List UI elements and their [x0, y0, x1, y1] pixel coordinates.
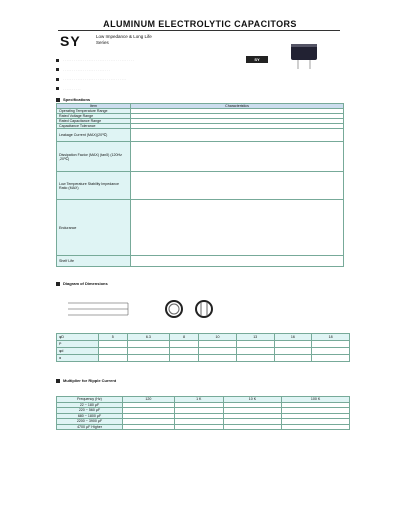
ripple-table: [56, 396, 350, 430]
section-specifications: Specifications: [56, 97, 90, 102]
series-badge: SY: [246, 56, 268, 63]
feature-bullet: · · · · · · · · · · · · · · · · · · · · · · · · · ·: [56, 66, 236, 76]
feature-bullet: · · · · · · · · · ·: [56, 85, 236, 95]
spec-row-label: Dissipation Factor (MAX) (tanδ) (120Hz ,20℃): [57, 142, 131, 172]
spec-row-label: Rated Voltage Range: [57, 114, 131, 119]
dim-header-cell: 5: [98, 334, 127, 341]
ripple-header-cell: 10 K: [223, 397, 281, 403]
feature-bullet: · · · · · · · · · · · · · · · · · · · · · · · · · · · · · · · · · · ·: [56, 75, 236, 85]
ripple-header-cell: 120: [123, 397, 175, 403]
dim-header-cell: 13: [236, 334, 274, 341]
spec-table: [56, 103, 344, 267]
spec-row-value: [131, 172, 344, 200]
series-description: [96, 34, 152, 46]
dim-header-cell: 6.3: [127, 334, 169, 341]
spec-row-label: Capacitance Tolerance: [57, 124, 131, 129]
dim-header-cell: 10: [199, 334, 237, 341]
dim-row-label: α: [57, 355, 99, 362]
ripple-row-label: 2200 ~ 3900 μF: [57, 419, 123, 425]
dim-row-label: P: [57, 341, 99, 348]
spec-row-label: Leakage Current (MAX)(20℃): [57, 129, 131, 142]
spec-header-characteristics: Characteristics: [131, 104, 344, 109]
spec-row-value: [131, 129, 344, 142]
dimension-table: [56, 333, 350, 362]
spec-row-label: Rated Capacitance Range: [57, 119, 131, 124]
spec-header-item: Item: [57, 104, 131, 109]
ripple-header-cell: 100 K: [282, 397, 350, 403]
page-title: ALUMINUM ELECTROLYTIC CAPACITORS: [103, 19, 297, 29]
dimension-diagram: [58, 289, 228, 329]
spec-row-label: Operating Temperature Range: [57, 109, 131, 114]
section-ripple: Multiplier for Ripple Current: [56, 378, 116, 383]
ripple-row-label: 680 ~ 1800 μF: [57, 413, 123, 419]
spec-row-value: [131, 200, 344, 256]
ripple-header-cell: Frequency (Hz): [57, 397, 123, 403]
dim-row-label: φd: [57, 348, 99, 355]
spec-row-label: Low Temperature Stability Impedance Ratio (MAX): [57, 172, 131, 200]
ripple-row-label: 22 ~ 180 μF: [57, 402, 123, 408]
feature-list: [56, 56, 236, 94]
dim-header-cell: 8: [169, 334, 198, 341]
ripple-row-label: 4700 μF Higher: [57, 424, 123, 430]
series-code: SY: [60, 33, 81, 49]
spec-row-label: Shelf Life: [57, 256, 131, 267]
feature-bullet: · · · · · · · · · · · · · · · · · · · · · · · · · · · · · · · · · · · · · · ·: [56, 56, 236, 66]
dim-header-cell: 18: [312, 334, 350, 341]
ripple-row-label: 220 ~ 560 μF: [57, 408, 123, 414]
section-diagram: Diagram of Dimensions: [56, 281, 108, 286]
dim-header-cell: φD: [57, 334, 99, 341]
series-line-1: Low Impedance & Long Life: [96, 34, 152, 39]
capacitor-image: [290, 40, 320, 70]
dim-header-cell: 16: [274, 334, 312, 341]
spec-row-value: [131, 256, 344, 267]
series-line-2: Series: [96, 40, 109, 45]
spec-row-value: [131, 142, 344, 172]
ripple-header-cell: 1 K: [174, 397, 223, 403]
spec-row-label: Endurance: [57, 200, 131, 256]
title-divider: [58, 30, 340, 31]
